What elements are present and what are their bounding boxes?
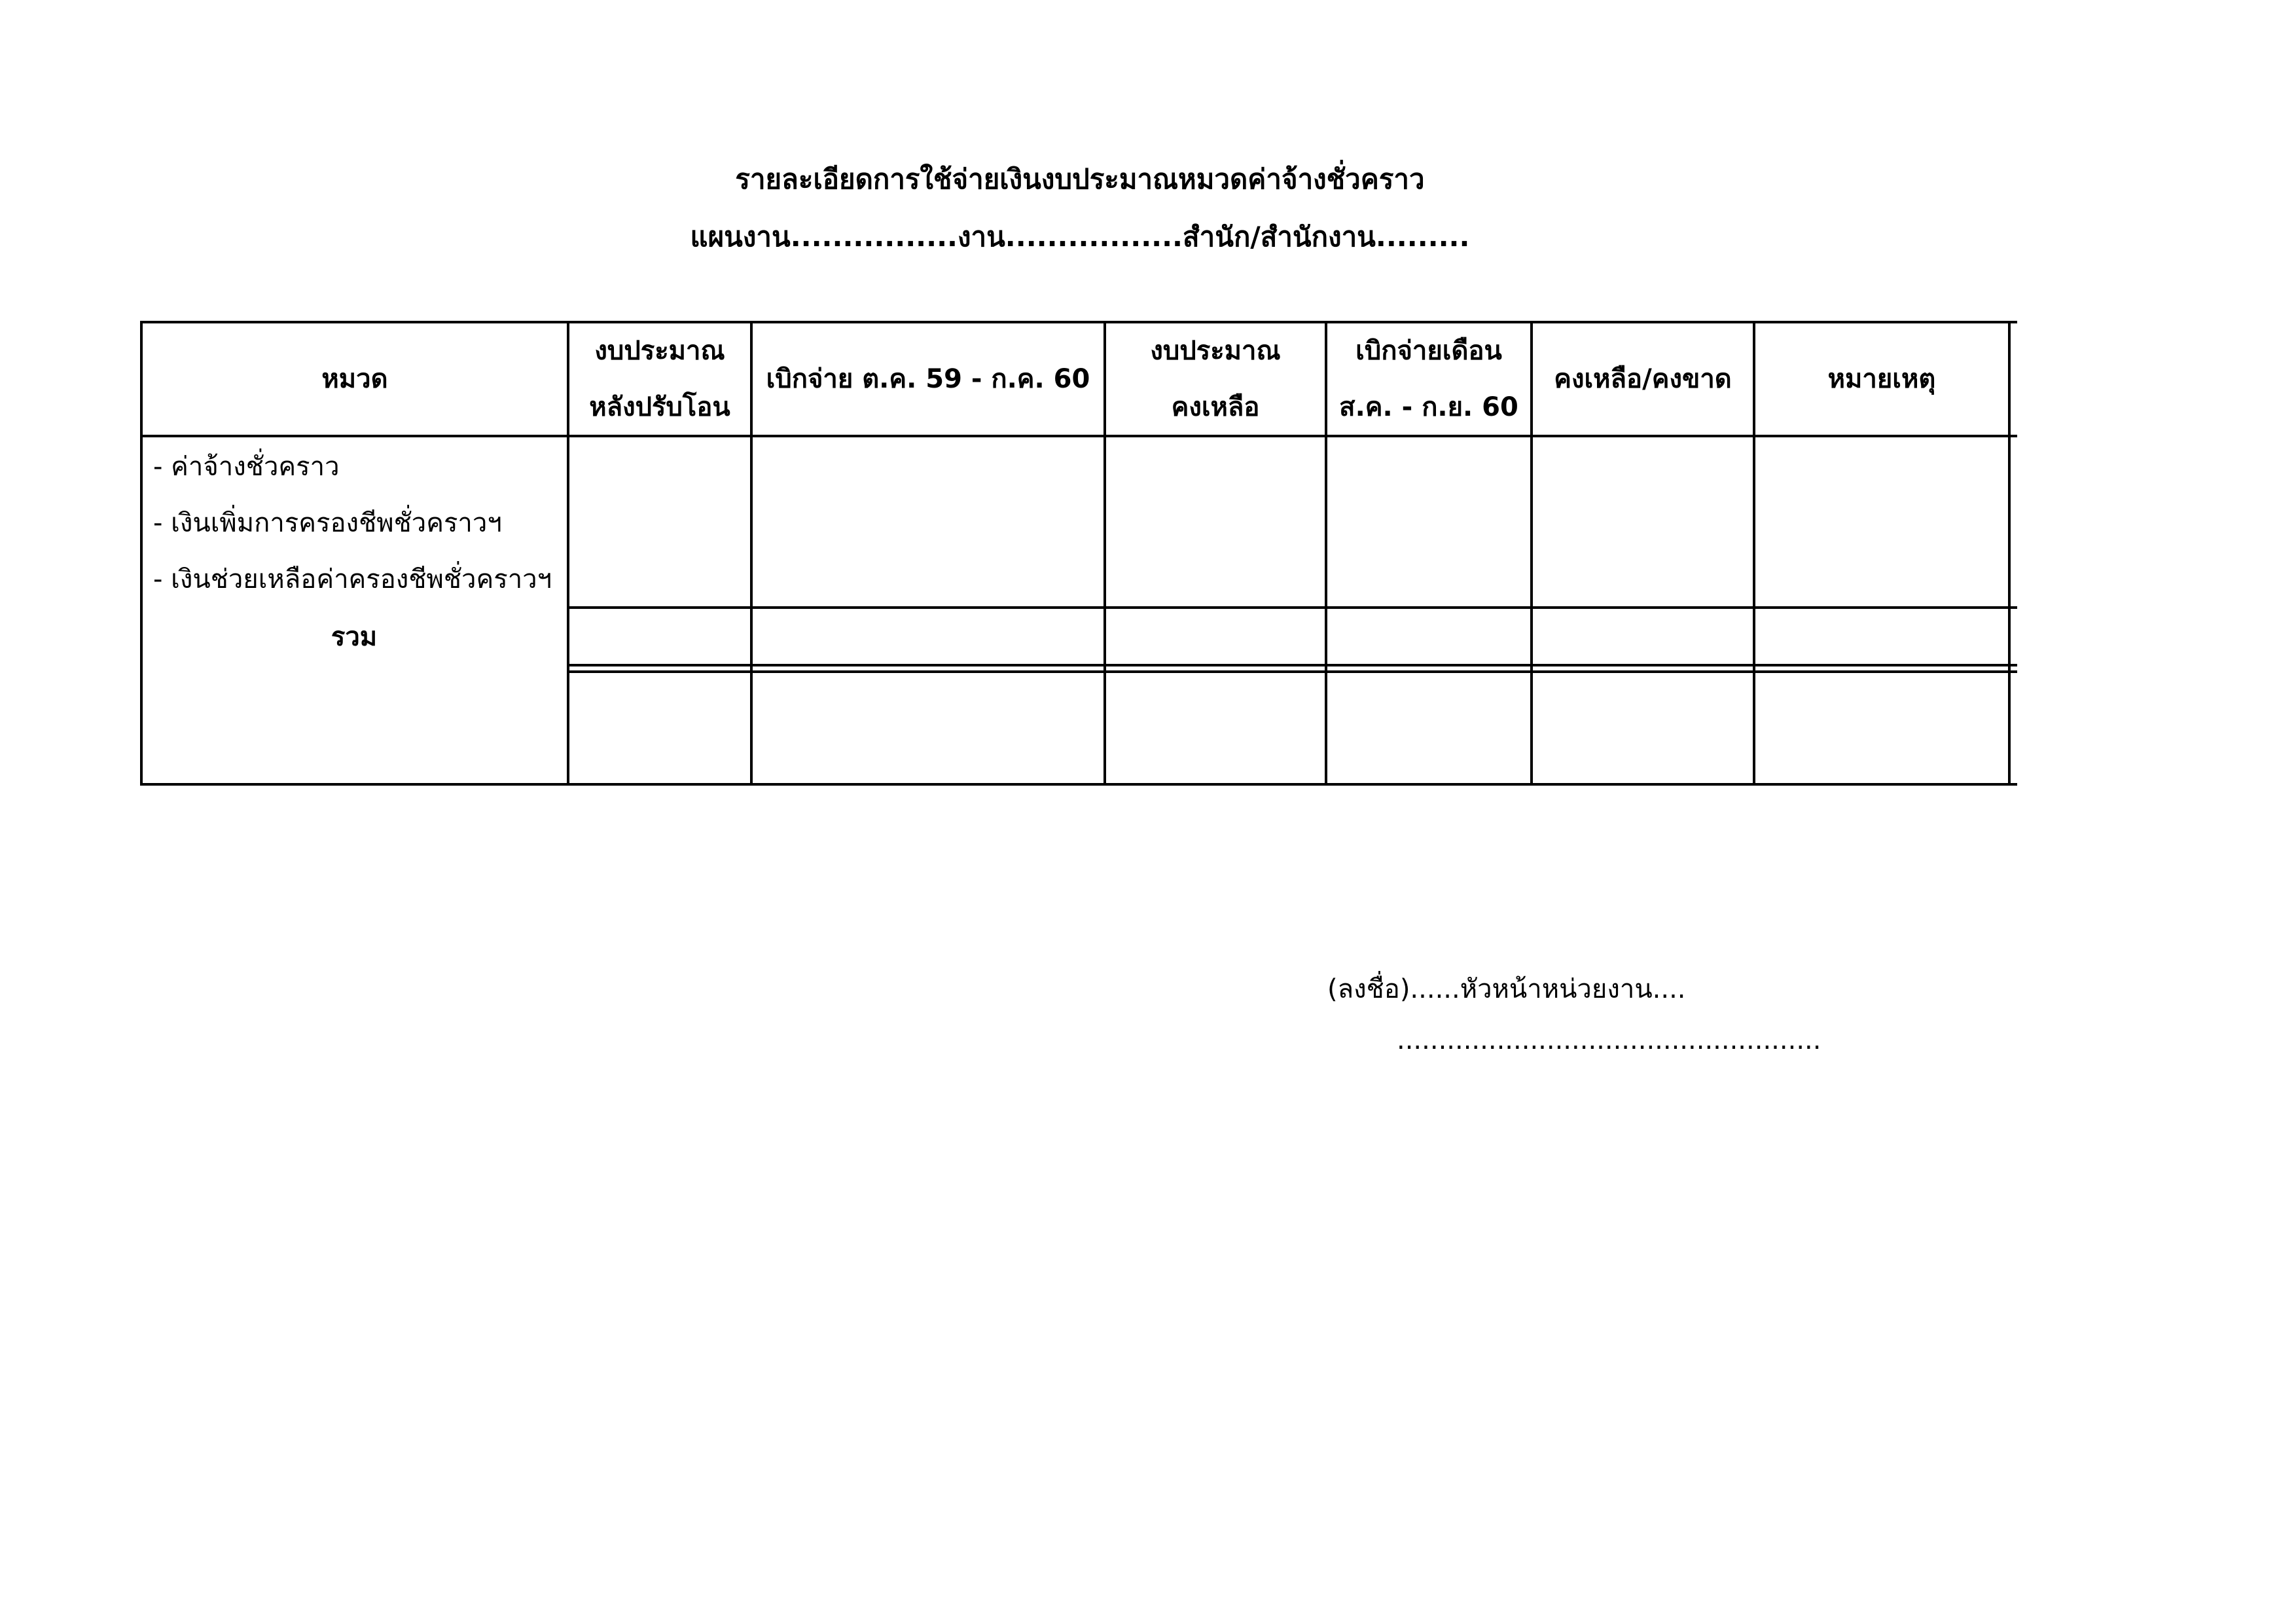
table-total-divider-lower <box>567 670 2017 673</box>
header-budget-after-transfer <box>569 323 750 435</box>
header-budget-after-transfer-line2: หลังปรับโอน <box>589 392 730 422</box>
header-remaining-budget-line2: คงเหลือ <box>1171 392 1260 422</box>
header-remaining-budget <box>1106 323 1325 435</box>
header-disbursed-aug-sep-line2: ส.ค. - ก.ย. 60 <box>1339 392 1518 422</box>
header-category-label: หมวด <box>321 364 388 394</box>
header-disbursed-aug-sep <box>1327 323 1530 435</box>
table-border-bottom <box>140 783 2017 786</box>
header-disbursed-oct-jul-label: เบิกจ่าย ต.ค. 59 - ก.ค. 60 <box>766 364 1090 394</box>
item-temporary-living-allowance: - เงินเพิ่มการครองชีพชั่วคราวฯ <box>153 508 502 538</box>
total-label: รวม <box>331 622 378 652</box>
signature-line: (ลงชื่อ)......หัวหน้าหน่วยงาน.... <box>1327 974 1686 1004</box>
document-subtitle: แผนงาน................งาน.................สำนัก/สำนักงาน......... <box>690 221 1470 253</box>
table-header-divider <box>140 435 2017 437</box>
header-balance-label: คงเหลือ/คงขาด <box>1554 364 1732 394</box>
header-budget-after-transfer-line1: งบประมาณ <box>594 336 725 366</box>
header-remaining-budget-line1: งบประมาณ <box>1150 336 1281 366</box>
table-border-right <box>2008 321 2011 786</box>
table-total-divider-upper <box>567 664 2017 666</box>
document-title: รายละเอียดการใช้จ่ายเงินงบประมาณหมวดค่าจ้างชั่วคราว <box>735 163 1425 195</box>
table-row-divider <box>567 606 2017 609</box>
header-remarks <box>1755 323 2008 435</box>
item-temporary-wages: - ค่าจ้างชั่วคราว <box>153 452 340 482</box>
header-remarks-label: หมายเหตุ <box>1827 364 1936 394</box>
header-disbursed-oct-jul <box>753 323 1103 435</box>
header-category <box>143 323 567 435</box>
item-temporary-living-assistance: - เงินช่วยเหลือค่าครองชีพชั่วคราวฯ <box>153 564 552 594</box>
signature-name-line: ................................................... <box>1397 1025 1821 1055</box>
header-balance <box>1533 323 1753 435</box>
header-disbursed-aug-sep-line1: เบิกจ่ายเดือน <box>1355 336 1502 366</box>
